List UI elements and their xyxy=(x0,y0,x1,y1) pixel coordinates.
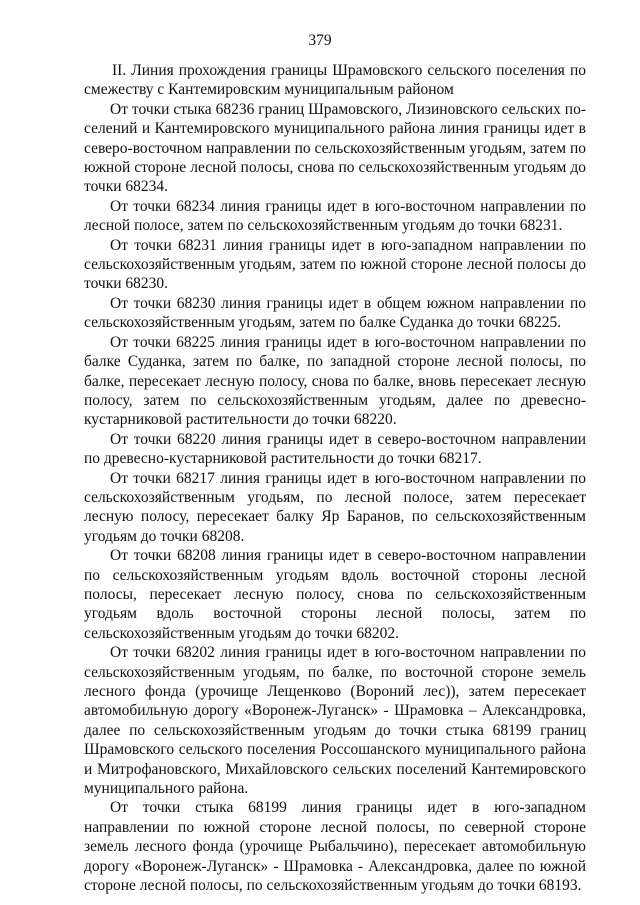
paragraph: От точки стыка 68236 границ Шрамовского, Лизиновского сельских поселений и Кантемировского муниципального района линия границы идет в северо-восточном направлении по сельскохозяйственным угодьям, затем по южной стороне лесной полосы, снова по сельскохозяйственным угодьям до точки 68234. xyxy=(84,100,586,196)
paragraph: От точки 68234 линия границы идет в юго-восточном направлении по лесной полосе, затем по сельскохозяйственным угодьям до точки 68231. xyxy=(84,197,586,235)
document-body xyxy=(84,61,586,895)
section-heading: II. Линия прохождения границы Шрамовского сельского поселения по смежеству с Кантемировским муниципальным районом xyxy=(84,62,586,99)
paragraph: От точки 68230 линия границы идет в общем южном направлении по сельскохозяйственным угодьям, затем по балке Суданка до точки 68225. xyxy=(84,294,586,332)
paragraph: От точки 68225 линия границы идет в юго-восточном направлении по балке Суданка, затем по балке, по западной стороне лесной полосы, по балке, пересекает лесную полосу, снова по балке, вновь пересекает лесную полосу, затем по сельскохозяйственным угодьям, далее по древесно-кустарниковой растительности до точки 68220. xyxy=(84,333,586,429)
paragraph: От точки 68208 линия границы идет в северо-восточном направлении по сельскохозяйственным угодьям вдоль восточной стороны лесной полосы, пересекает лесную полосу, снова по сельскохозяйственным угодьям вдоль восточной стороны лесной полосы, затем по сельскохозяйственным угодьям до точки 68202. xyxy=(84,547,586,642)
paragraph: От точки 68220 линия границы идет в северо-восточном направлении по древесно-кустарниковой растительности до точки 68217. xyxy=(84,430,586,468)
paragraph: От точки 68217 линия границы идет в юго-восточном направлении по сельскохозяйственным угодьям, по лесной полосе, затем пересекает лесную полосу, пересекает балку Яр Баранов, по сельскохозяйственным угодьям до точки 68208. xyxy=(84,469,586,545)
paragraph: От точки 68231 линия границы идет в юго-западном направлении по сельскохозяйственным угодьям, затем по южной стороне лесной полосы до точки 68230. xyxy=(84,236,586,293)
page-number: 379 xyxy=(308,32,332,49)
paragraph: От точки 68202 линия границы идет в юго-восточном направлении по сельскохозяйственным угодьям, по балке, по восточной стороне земель лесного фонда (урочище Лещенково (Вороний лес)), затем пересекает автомобильную дорогу «Воронеж-Луганск» - Шрамовка – Александровка, далее по сельскохозяйственным угодьям до точки стыка 68199 границ Шрамовского сельского поселения Россошанского муниципального района и Митрофановского, Михайловского сельских поселений Кантемировского муниципального района. xyxy=(84,644,586,798)
paragraph: От точки стыка 68199 линия границы идет в юго-западном направлении по южной стороне лесной полосы, по северной стороне земель лесного фонда (урочище Рыбальчино), пересекает автомобильную дорогу «Воронеж-Луганск» - Шрамовка - Александровка, далее по южной стороне лесной полосы, по сельскохозяйственным угодьям до точки 68193. xyxy=(84,799,586,895)
